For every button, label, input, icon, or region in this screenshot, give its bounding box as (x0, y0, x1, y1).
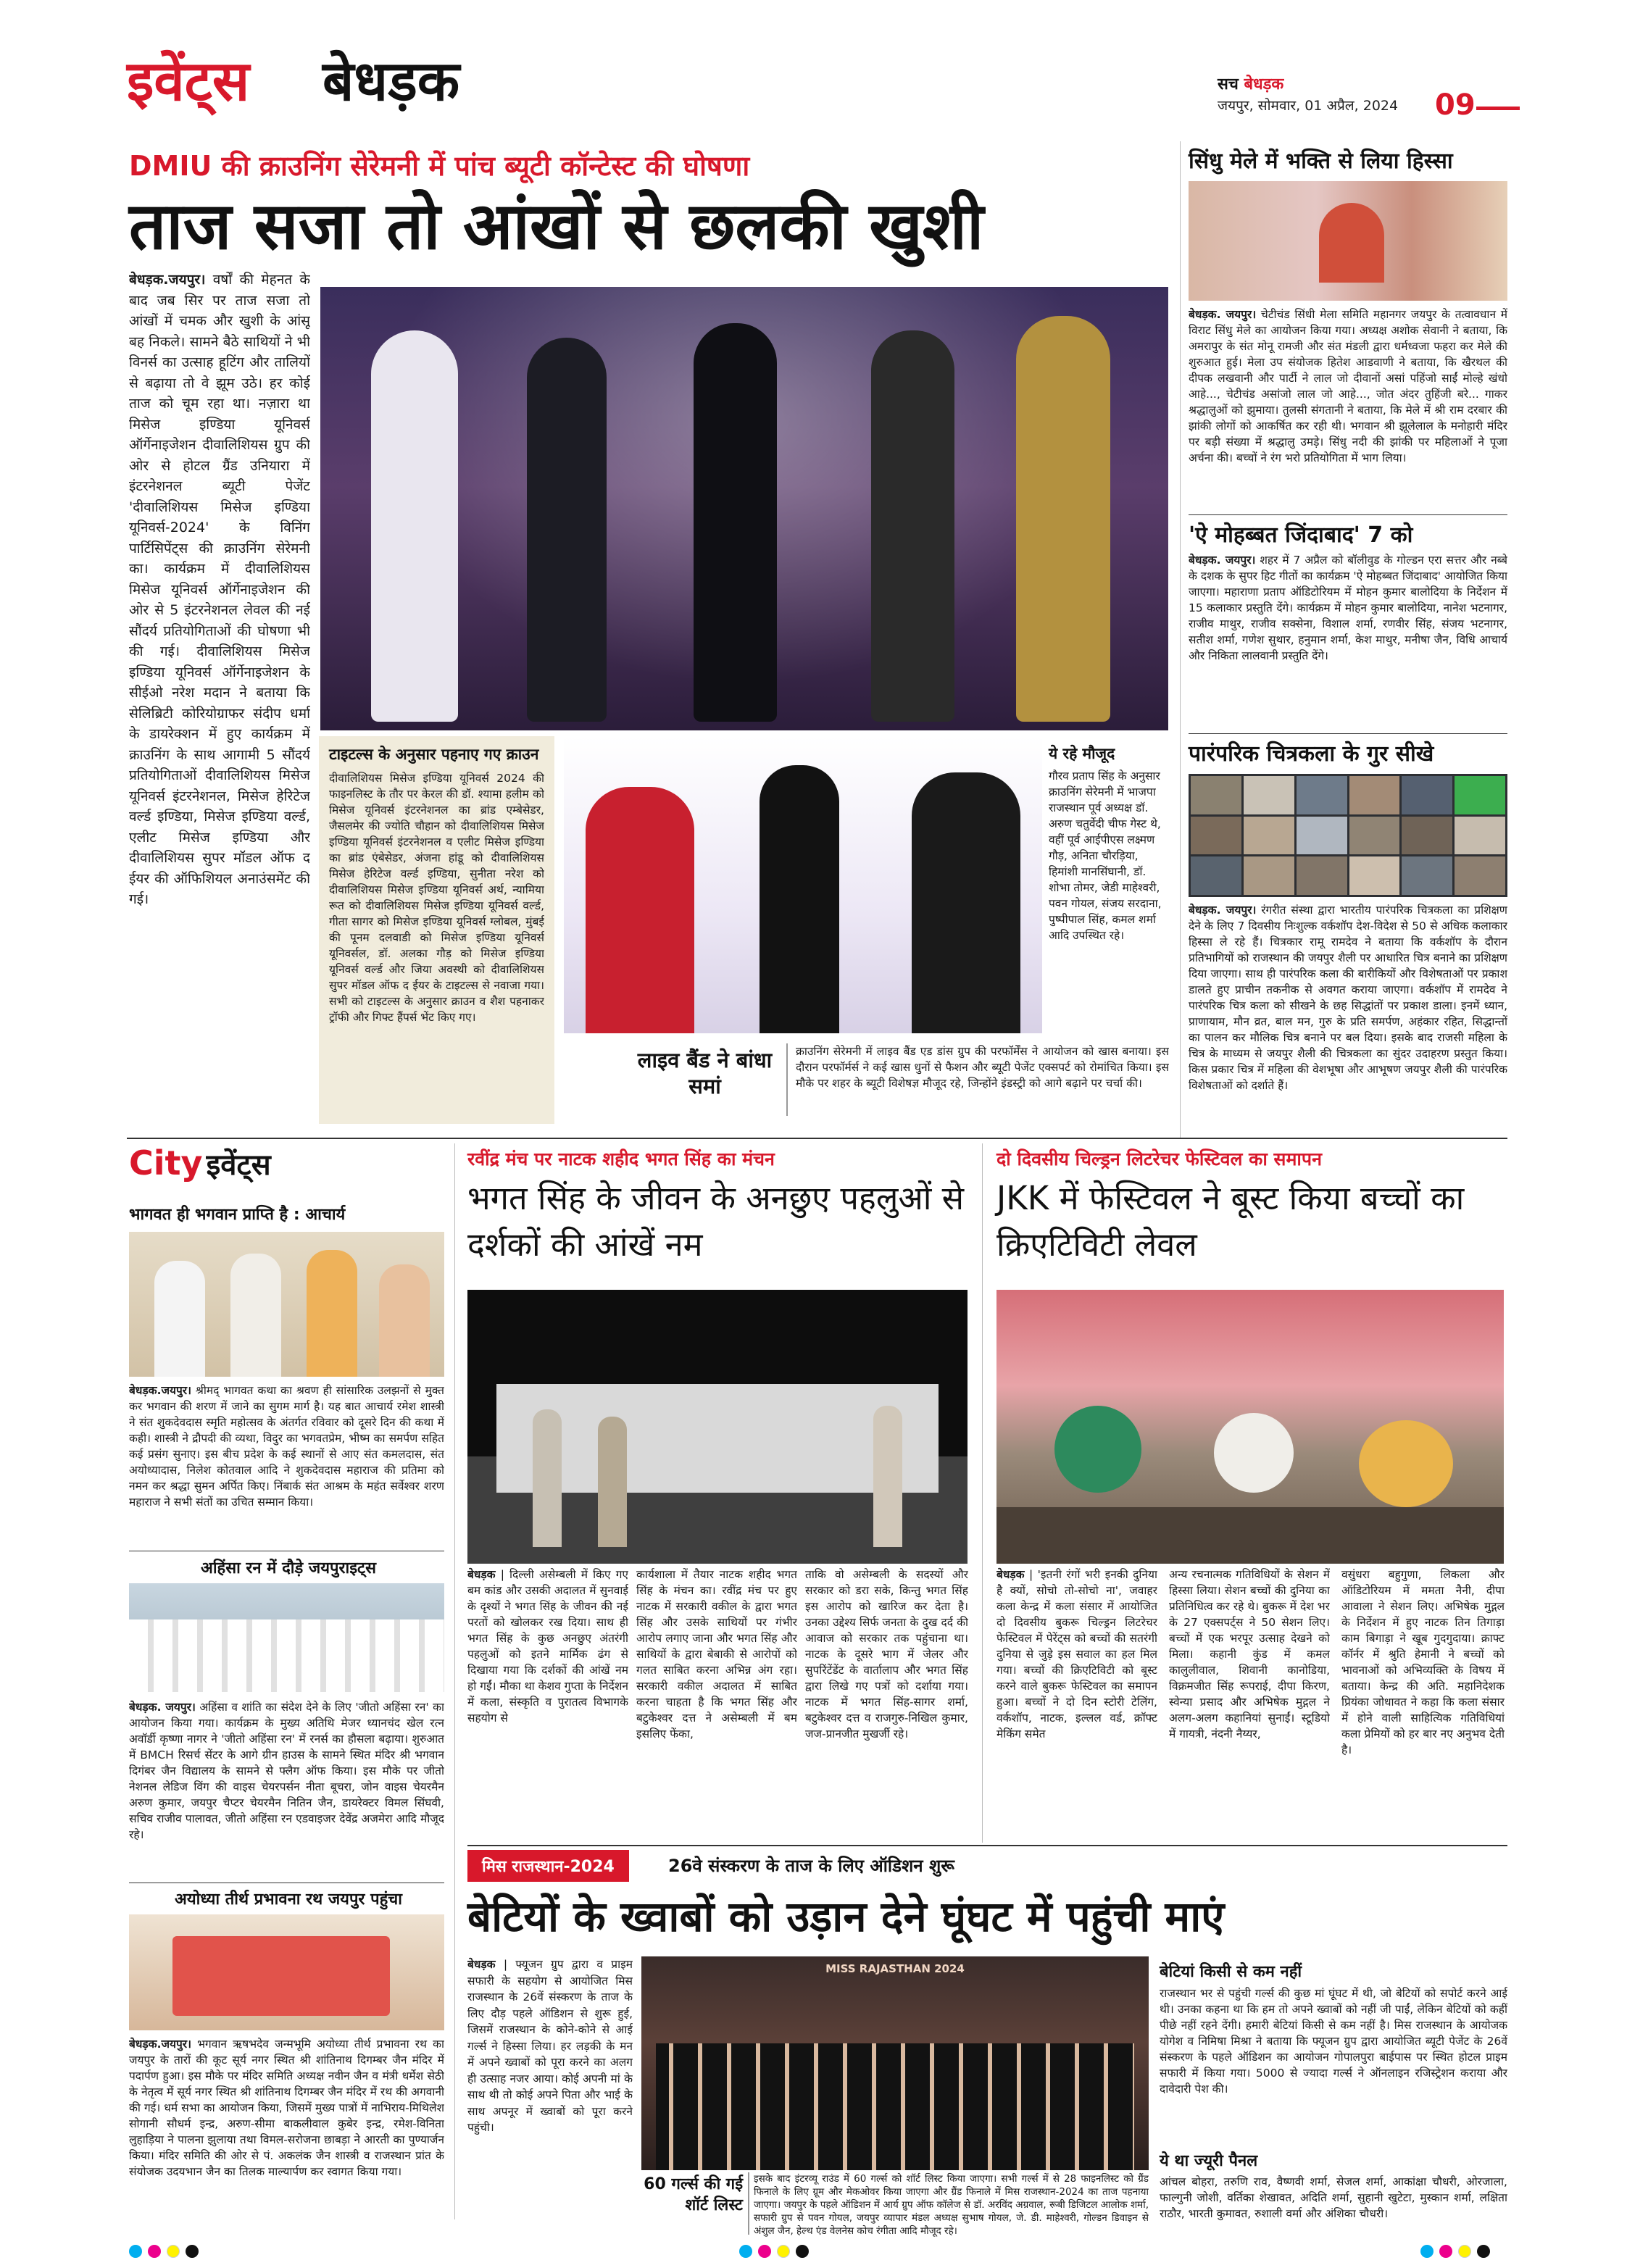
registration-dots-right (1420, 2245, 1490, 2258)
bhagat-headline: भगत सिंह के जीवन के अनछुए पहलुओं से दर्शकों की आंखें नम (467, 1179, 965, 1264)
present-box (1049, 743, 1170, 1041)
miss-side-heading: बेटियां किसी से कम नहीं (1160, 1963, 1302, 1981)
winner-figure (527, 338, 607, 722)
masthead (127, 45, 1504, 125)
titles-box (319, 736, 554, 1124)
city-story2-heading: अहिंसा रन में दौड़े जयपुराइट्स (201, 1559, 376, 1577)
registration-dots-center (739, 2245, 809, 2258)
main-body-text: वर्षों की मेहनत के बाद जब सिर पर ताज सजा तो आंखों में चमक और खुशी के आंसू बह निकले। सामने बैठे साथियों ने भी विनर्स का उत्साह हूटिंग और तालियों से बढ़ाया तो वे झूम उठे। हर कोई ताज को चूम रहा था। नज़ारा था मिसेज इण्डिया यूनिवर्स ऑर्गेनाइजेशन दीवालिशियस ग्रुप की ओर से होटल ग्रैंड उनियारा में इंटरनेशनल ब्यूटी पेजेंट 'दीवालिशियस मिसेज इण्डिया यूनिवर्स-2024' के विनिंग पार्टिसिपेंट्स की क्राउनिंग सेरेमनी का। कार्यक्रम में दीवालिशियस मिसेज यूनिवर्स ऑर्गेनाइजेशन की ओर से 5 इंटरनेशनल लेवल की नई सौंदर्य प्रतियोगिताओं की घोषणा भी की गई। दीवालिशियस मिसेज इण्डिया यूनिवर्स ऑर्गेनाइजेशन के सीईओ नरेश मदान ने बताया कि सेलिब्रिटी कोरियोग्राफर संदीप धर्मा के डायरेक्शन में हुए कार्यक्रम में क्राउनिंग के साथ आगामी 5 सौंदर्य प्रतियोगिताओं दीवालिशियस मिसेज यूनिवर्स इंटरनेशनल, मिसेज हेरिटेज वर्ल्ड इण्डिया, मिसेज इण्डिया वर्ल्ड, एलीट मिसेज इण्डिया और दीवालिशियस सुपर मॉडल ऑफ द ईयर की ऑफिशियल अनाउंसमेंट की गई। (129, 272, 310, 907)
col-divider-city (454, 1143, 455, 2219)
city-story2-byline: बेधड़क. जयपुर। (129, 1701, 196, 1714)
miss-headline: बेटियों के ख्वाबों को उड़ान देने घूंघट में पहुंची माएं (467, 1892, 1225, 1941)
rule (467, 1845, 1507, 1846)
section-divider (127, 1138, 1507, 1139)
reg-dot (167, 2245, 180, 2258)
miss-col1: बेधड़क | फ्यूजन ग्रुप द्वारा व प्राइम सफारी के सहयोग से आयोजित मिस राजस्थान के 26वें संस्करण के ताज के लिए दौड़ पहले ऑडिशन से शुरू हुई, जिसमें राजस्थान के कोने-कोने से आई गर्ल्स ने हिस्सा लिया। हर लड़की के मन में अपने ख्वाबों को पूरा करने का अलग ही उत्साह नजर आया। कोई अपनी मां के साथ थी तो कोई अपने पिता और भाई के साथ अपनूर में ख्वाबों को पूरा करने पहुंची। (467, 1958, 633, 2134)
shortlist-heading: 60 गर्ल्स की गई शॉर्ट लिस्ट (644, 2175, 743, 2214)
winner-figure (371, 330, 458, 722)
sindhu-byline: बेधड़क. जयपुर। (1189, 308, 1257, 321)
shortlist-body: इसके बाद इंटरव्यू राउंड में 60 गर्ल्स को शॉर्ट लिस्ट किया जाएगा। सभी गर्ल्स में से 28 फाइनलिस्ट को ग्रैंड फिनाले के लिए ग्रूम और मेकओवर किया जाएगा और ग्रैंड फिनाले में मिस राजस्थान-2024 का ताज पहनाया जाएगा। जयपुर के पहले ऑडिशन में आर्य ग्रुप ऑफ कॉलेज से डॉ. अरविंद अग्रवाल, रूबी डिजिटल आलोक शर्मा, सफारी ग्रुप से पवन गोयल, जयपुर व्यापार मंडल अध्यक्ष सुभाष गोयल, जे. डी. माहेश्वरी, गोल्डन डिवाइन से अंशुल जैन, हेल्थ एंड वेलनेस कोच रंगीता आदि मौजूद रहे। (754, 2173, 1149, 2237)
bhagat-byline: बेधड़क (467, 1568, 496, 1581)
chitra-byline: बेधड़क. जयपुर। (1189, 904, 1257, 917)
city-story3-byline: बेधड़क.जयपुर। (129, 2038, 191, 2051)
man-black-suit (912, 772, 1020, 1033)
city-story3-text: भगवान ऋषभदेव जन्मभूमि अयोध्या तीर्थ प्रभावना रथ का जयपुर के तारों की कूट सूर्य नगर स्थित श्री शांतिनाथ दिगम्बर जैन मंदिर में पदार्पण हुआ। इस मौके पर मंदिर समिति अध्यक्ष नवीन जैन व मंत्री धर्मेश सेठी के नेतृत्व में सूर्य नगर स्थित श्री शांतिनाथ दिगम्बर जैन मंदिर में रथ की अगवानी की गई। धर्म सभा का आयोजन किया, जिसमें मुख्य पात्रों में नाभिराय-मिथिलेश सोगानी सौधर्म इन्द्र, अरुण-सीमा बाकलीवाल कुबेर इन्द्र, रमेश-विनिता लुहाड़िया ने पालना झुलाया तथा विमल-सरोजना छाबड़ा ने आरती का पुण्यार्जन किया। मंदिर समिति की ओर से पं. अकलंक जैन शास्त्री व राजस्थान प्रांत के संयोजक उदयभान जैन का तिलक माल्यार्पण कर स्वागत किया गया। (129, 2038, 444, 2178)
jkk-col3: वसुंधरा बहुगुणा, लिकला और ऑडिटोरियम में ममता नैनी, दीपा आवाला ने सेशन लिए। अभिषेक मुद्गल के निर्देशन में हुए नाटक तिन तिगाड़ा काम बिगाड़ा ने खूब गुदगुदाया। क्राफ्ट कॉर्नर में श्रुति हेमानी ने बच्चों को भावनाओं को अभिव्यक्ति के विषय में बताया। केन्द्र की अति. महानिदेशक प्रियंका जोधावत ने कहा कि कला संसार में होने वाली साहित्यिक गतिविधियां कला प्रेमियों को हर बार नए अनुभव देती है। (1341, 1568, 1505, 1756)
rule (1189, 733, 1507, 734)
pen-rule (1476, 107, 1520, 110)
reg-dot (1477, 2245, 1490, 2258)
bhagat-photo (467, 1290, 968, 1564)
city-story3-photo (129, 1914, 444, 2030)
sindhu-body (1189, 307, 1507, 513)
city-logo (129, 1143, 448, 1187)
city-story3-heading: अयोध्या तीर्थ प्रभावना रथ जयपुर पहुंचा (175, 1890, 402, 1909)
present-body: गौरव प्रताप सिंह के अनुसार क्राउनिंग सेरेमनी में भाजपा राजस्थान पूर्व अध्यक्ष डॉ. अरुण चतुर्वेदी चीफ गेस्ट थे, वहीं पूर्व आईपीएस लक्ष्मण गौड़, अनिता चौरड़िया, हिमांशी मानसिंघानी, डॉ. शोभा तोमर, जेडी माहेश्वरी, पवन गोयल, संजय सरदाना, पुष्पीपाल सिंह, कमल शर्मा आदि उपस्थित रहे। (1049, 770, 1162, 942)
band-body: क्राउनिंग सेरेमनी में लाइव बैंड एड डांस ग्रुप की परफॉर्मेंस ने आयोजन को खास बनाया। इस दौरान परफॉर्मर्स ने कई खास धुनों से फैशन और ब्यूटी पेजेंट एक्सपर्ट को रोमांचित किया। इस मौके पर शहर के ब्यूटी विशेषज्ञ मौजूद रहे, जिन्होंने इंडस्ट्री को आगे बढ़ाने पर चर्चा की। (796, 1045, 1169, 1090)
winners-photo (320, 287, 1168, 730)
sindhu-heading: सिंधु मेले में भक्ति से लिया हिस्सा (1189, 149, 1453, 174)
main-byline: बेधड़क.जयपुर। (129, 272, 206, 288)
main-kicker: DMIU की क्राउनिंग सेरेमनी में पांच ब्यूटी कॉन्टेस्ट की घोषणा (129, 150, 750, 182)
miss-side-body: राजस्थान भर से पहुंची गर्ल्स की कुछ मां घूंघट में थी, जो बेटियों को सपोर्ट करने आई थी। उनका कहना था कि हम तो अपने ख्वाबों को नहीं जी पाईं, लेकिन बेटियों को कहीं पीछे नहीं रहने देंगी। हमारी बेटियां किसी से कम नहीं है। मिस राजस्थान के आयोजक योगेश व निमिषा मिश्रा ने बताया कि फ्यूजन ग्रुप द्वारा आयोजित ब्यूटी पेजेंट के 26वें संस्करण के पहले ऑडिशन का आयोजन गोपालपुरा बाईपास पर स्थित होटल प्राइम सफारी में किया गया। 5000 से ज्यादा गर्ल्स ने ऑनलाइन रजिस्ट्रेशन कराया और दावेदारी पेश की। (1160, 1987, 1507, 2096)
reg-dot (739, 2245, 752, 2258)
mohabbat-body (1189, 552, 1507, 722)
titles-body: दीवालिशियस मिसेज इण्डिया यूनिवर्स 2024 की फाइनलिस्ट के तौर पर केरल की डॉ. श्यामा हलीम को मिसेज यूनिवर्स इंटरनेशनल का ब्रांड एम्बेसेडर, जैसलमेर की ज्योति चौहान को दीवालिशियस मिसेज इण्डिया यूनिवर्स इंटरनेशनल व एलीट मिसेज इण्डिया का ब्रांड एंबेसेडर, अंजना हांडू को दीवालिशियस मिसेज हेरिटेज वर्ल्ड इण्डिया, सुनीता नरेश को दीवालिशियस मिसेज इण्डिया यूनिवर्स अर्थ, न्यामिया रूत को दीवालिशियस मिसेज इण्डिया यूनिवर्स वर्ल्ड, गीता सागर को मिसेज इण्डिया यूनिवर्स ग्लोबल, मुंबई की पूनम दलवाडी को मिसेज इण्डिया यूनिवर्स यूनिवर्सल, डॉ. अलका गौड़ को मिसेज इण्डिया यूनिवर्स वर्ल्ड और जिया अवस्थी को दीवालिशियस सुपर मॉडल ऑफ द ईयर के टाइटल्स से नवाजा गया। सभी को टाइटल्स के अनुसार क्राउन व शैश पहनाकर ट्रॉफी और गिफ्ट हैंपर्स भेंट किए गए। (329, 772, 544, 1024)
shortlist-divider (748, 2172, 749, 2235)
miss-photo-caption: MISS RAJASTHAN 2024 (825, 1962, 965, 1975)
bhagat-kicker: रवींद्र मंच पर नाटक शहीद भगत सिंह का मंचन (467, 1148, 775, 1170)
winner-figure (1016, 316, 1110, 722)
reg-dot (129, 2245, 142, 2258)
bhagat-col1-text: दिल्ली असेम्बली में किए गए बम कांड और उसकी अदालत में सुनवाई के दृश्यों ने भगत सिंह के जीवन की नई परतों को खोलकर रख दिया। साथ ही भगत सिंह के कुछ अनछुए अंतरंगी पहलुओं को इतने मार्मिक ढंग से दिखाया गया कि दर्शकों की आंखें नम हो गईं। मौका था केशव गुप्ता के निर्देशन में कला, संस्कृति व पुरातत्व विभागके सहयोग से (467, 1568, 628, 1725)
presentation-photo (564, 736, 1042, 1033)
city-story2-text: अहिंसा व शांति का संदेश देने के लिए 'जीतो अहिंसा रन' का आयोजन किया गया। कार्यक्रम के मुख्य अतिथि मेजर ध्यानचंद खेल रत्न अवॉर्डी कृष्णा नागर ने 'जीतो अहिंसा रन' में रनर्स का हौसला बढ़ाया। शुरुआत में BMCH रिसर्च सेंटर के आगे ग्रीन हाउस के सामने स्थित मंदिर श्री भगवान दिगंबर जैन विद्यालय के सामने से फ्लैग ऑफ किया। इस मौके पर जीतो नेशनल लेडिज विंग की वाइस चेयरपर्सन नीता बूचरा, जोन वाइस चेयरमैन अरुण कुमार, जयपुर चैप्टर चेयरमैन नितिन जैन, डायरेक्टर विमल सिंघवी, सचिव राजीव पालावत, जीतो अहिंसा रन एडवाइजर देवेंद्र अजमेरा आदि मौजूद रहे। (129, 1701, 444, 1841)
chitra-body (1189, 902, 1507, 1134)
jkk-col1-text: 'इतनी रंगों भरी इनकी दुनिया है क्यों, सोचो तो-सोचो ना', जवाहर कला केन्द्र में कला संसार में आयोजित दो दिवसीय बुकरू चिल्ड्रन लिटरेचर फेस्टिवल में पेरेंट्स को बच्चों की सतरंगी दुनिया से जुड़े इस सवाल का हल मिल गया। बच्चों की क्रिएटिविटी को बूस्ट करने वाले बुकरू फेस्टिवल का समापन हुआ। बच्चों ने दो दिन स्टोरी टेलिंग, वर्कशॉप, नाटक, इल्लल वर्ड, क्रॉफ्ट मेकिंग समेत (996, 1568, 1157, 1740)
band-divider (786, 1043, 788, 1116)
miss-byline: बेधड़क (467, 1958, 496, 1971)
present-heading: ये रहे मौजूद (1049, 745, 1115, 762)
reg-dot (1420, 2245, 1433, 2258)
jury-heading: ये था ज्यूरी पैनल (1160, 2152, 1258, 2170)
jkk-byline: बेधड़क (996, 1568, 1025, 1581)
bhagat-col1: बेधड़क | दिल्ली असेम्बली में किए गए बम कांड और उसकी अदालत में सुनवाई के दृश्यों ने भगत सिंह के जीवन की नई परतों को खोलकर रख दिया। साथ ही भगत सिंह के कुछ अनछुए अंतरंगी पहलुओं को इतने मार्मिक ढंग से दिखाया गया कि दर्शकों की आंखें नम हो गईं। मौका था केशव गुप्ता के निर्देशन में कला, संस्कृति व पुरातत्व विभागके सहयोग से (467, 1568, 628, 1725)
reg-dot (148, 2245, 161, 2258)
mohabbat-heading: 'ऐ मोहब्बत जिंदाबाद' 7 को (1189, 522, 1413, 548)
city-story1-heading: भागवत ही भगवान प्राप्ति है : आचार्य (129, 1206, 346, 1224)
miss-group-photo (641, 1956, 1149, 2170)
winner-figure (694, 323, 777, 722)
col-divider-mid (982, 1143, 983, 1843)
page-number: 09 (1435, 88, 1476, 122)
jkk-col1: बेधड़क | 'इतनी रंगों भरी इनकी दुनिया है क्यों, सोचो तो-सोचो ना', जवाहर कला केन्द्र में कला संसार में आयोजित दो दिवसीय बुकरू चिल्ड्रन लिटरेचर फेस्टिवल में पेरेंट्स को बच्चों की सतरंगी दुनिया से जुड़े इस सवाल का हल मिल गया। बच्चों की क्रिएटिविटी को बूस्ट करने वाले बुकरू फेस्टिवल का समापन हुआ। बच्चों ने दो दिन स्टोरी टेलिंग, वर्कशॉप, नाटक, इल्लल वर्ड, क्रॉफ्ट मेकिंग समेत (996, 1568, 1157, 1740)
reg-dot (1439, 2245, 1452, 2258)
sindhu-photo (1189, 181, 1507, 301)
brand-small (1218, 72, 1283, 94)
video-call-grid-photo (1189, 774, 1507, 897)
winner-figure (871, 330, 954, 722)
city-logo-b: इवेंट्स (206, 1148, 271, 1182)
bhagat-col2: कार्यशाला में तैयार नाटक शहीद भगत सिंह के मंचन का। रवींद्र मंच पर हुए नाटक में सरकारी वकील के द्वारा भगत सिंह और उसके साथियों पर गंभीर आरोप लगाए जाना और भगत सिंह और साथियों के द्वारा बेबाकी से आरोपों को गलत साबित करना अभिन्न अंग रहा। सरकारी वकील अदालत में साबित करना चाहता है कि भगत सिंह और बटुकेश्वर दत्त ने असेम्बली में बम इसलिए फेंका, (636, 1568, 797, 1740)
mohabbat-byline: बेधड़क. जयपुर। (1189, 554, 1256, 567)
miss-tag (467, 1850, 629, 1882)
sindhu-text: चेटीचंड सिंधी मेला समिति महानगर जयपुर के तत्वावधान में विराट सिंधु मेले का आयोजन किया गया। अध्यक्ष अशोक सेवानी ने बताया, कि अमरापुर के संत मोनू रामजी और संत मंडली द्वारा धर्मध्वजा फहरा कर मेले की शुरुआत हुई। मेला उप संयोजक हितेश आडवाणी ने बताया, कि खैरथल की दीपक लखवानी और पार्टी ने लाल जो दीवानों असां पहिंजो साईं मोल्हे खंधो आहे..., चेटीचंड असांजो लाल जो आहे..., जोत अंदर तुहिंजी बरे... गाकर श्रद्धालुओं को झुमाया। तुलसी संगतानी ने बताया, कि मेले में श्री राम दरबार की झांकी लोगों को आकर्षित कर रही थी। भगवान श्री झूलेलाल के मनोहारी मंदिर पर बड़ी संख्या में श्रद्धालु उमड़े। सिंधु नदी की झांकी पर महिलाओं ने पूजा अर्चना की। बच्चों ने रंग भरो प्रतियोगिता में भाग लिया। (1189, 308, 1507, 464)
bhagat-col3: ताकि वो असेम्बली के सदस्यों और सरकार को डरा सके, किन्तु भगत सिंह इस आरोप को खारिज कर देता है। उनका उद्देश्य सिर्फ जनता के दुख दर्द की आवाज को सरकार तक पहुंचाना था। नाटक के दूसरे भाग में जेलर और सुपरिंटेंडेंट के वार्तालाप और भगत सिंह द्वारा लिखे गए पत्रों को दर्शाया गया। नाटक में भगत सिंह-सागर शर्मा, बटुकेश्वर दत्त व राजगुरु-निखिल कुमार, जज-प्रानजीत मुखर्जी रहे। (805, 1568, 968, 1740)
reg-dot (1458, 2245, 1471, 2258)
jkk-col2: अन्य रचनात्मक गतिविधियों के सेशन में हिस्सा लिया। सेशन बच्चों की दुनिया का प्रतिनिधित्व कर रहे थे। बुकरू में देश भर के 27 एक्सपर्ट्स ने 50 सेशन लिए। बच्चों में एक भरपूर उत्साह देखने को मिला। कहानी कुंड में कमल कालुलीवाल, शिवानी कानोडिया, विक्रमजीत सिंह रूपराई, दीपा किरण, स्वेन्या प्रसाद और अभिषेक मुद्गल ने अलग-अलग कहानियां सुनाईं। स्टूडियो में गायत्री, नंदनी नैय्यर, (1169, 1568, 1330, 1740)
col-divider-right (1180, 141, 1181, 1138)
band-heading: लाइव बैंड ने बांधा समां (637, 1048, 773, 1098)
registration-dots-left (129, 2245, 199, 2258)
miss-tag-text: मिस राजस्थान-2024 (482, 1858, 615, 1876)
reg-dot (758, 2245, 771, 2258)
jury-body: आंचल बोहरा, तरुणि राव, वैष्णवी शर्मा, सेजल शर्मा, आकांक्षा चौधरी, ओरजाला, फाल्गुनी जोशी, वर्तिका शेखावत, अदिति शर्मा, सुहानी खुटेटा, मुस्कान शर्मा, लक्षिता राठौर, भारती कुमावत, रुशाली वर्मा और अंशिका चौधरी। (1160, 2175, 1507, 2220)
titles-heading: टाइटल्स के अनुसार पहनाए गए क्राउन (329, 746, 539, 763)
city-story2-body (129, 1699, 444, 1884)
city-logo-a: City (129, 1143, 203, 1183)
rule (1189, 514, 1507, 515)
jkk-photo (996, 1290, 1504, 1564)
jkk-headline: JKK में फेस्टिवल ने बूस्ट किया बच्चों का क्रिएटिविटी लेवल (996, 1179, 1465, 1264)
section-title-bedhadak: बेधड़क (323, 49, 460, 113)
brand-small-a: सच (1218, 75, 1239, 93)
dateline: जयपुर, सोमवार, 01 अप्रैल, 2024 (1218, 98, 1399, 114)
reg-dot (186, 2245, 199, 2258)
miss-tag2: 26वे संस्करण के ताज के लिए ऑडिशन शुरू (668, 1856, 954, 1876)
city-story1-photo (129, 1232, 444, 1377)
reg-dot (796, 2245, 809, 2258)
city-story1-text: श्रीमद् भागवत कथा का श्रवण ही सांसारिक उलझनों से मुक्त कर भगवान की शरण में जाने का सुगम मार्ग है। यह बात आचार्य रमेश शास्त्री ने संत शुकदेवदास स्मृति महोत्सव के अंतर्गत रविवार को दूसरे दिन की कथा में कही। शास्त्री ने द्रौपदी की व्यथा, विदुर का भगवतप्रेम, भीष्म का समर्पण सहित कई प्रसंग सुनाए। इस बीच प्रदेश के कई स्थानों से आए संत कमलदास, संत अयोध्यादास, निलेश कोतवाल आदि ने शुकदेवदास महाराज की प्रतिमा को नमन कर श्रद्धा सुमन अर्पित किए। निंबार्क संत आश्रम के महंत सर्वेश्वर शरण महाराज ने सभी संतों का उचित सम्मान किया। (129, 1384, 444, 1509)
city-story2-photo (129, 1583, 444, 1692)
jkk-kicker: दो दिवसीय चिल्ड्रन लिटरेचर फेस्टिवल का समापन (996, 1148, 1322, 1170)
miss-col1-text: फ्यूजन ग्रुप द्वारा व प्राइम सफारी के सहयोग से आयोजित मिस राजस्थान के 26वें संस्करण के ताज के लिए दौड़ पहले ऑडिशन से शुरू हुई, जिसमें राजस्थान के कोने-कोने से आई गर्ल्स ने हिस्सा लिया। हर लड़की के मन में अपने ख्वाबों को पूरा करने का अलग ही उत्साह नजर आया। कोई अपनी मां के साथ थी तो कोई अपने पिता और भाई के साथ अपनूर में ख्वाबों को पूरा करने पहुंची। (467, 1958, 633, 2134)
brand-small-b: बेधड़क (1244, 75, 1284, 93)
reg-dot (777, 2245, 790, 2258)
city-story1-body (129, 1383, 444, 1542)
mohabbat-text: शहर में 7 अप्रैल को बॉलीवुड के गोल्डन एरा सत्तर और नब्बे के दशक के सुपर हिट गीतों का कार्यक्रम 'ऐ मोहब्बत जिंदाबाद' आयोजित किया जाएगा। महाराणा प्रताप ऑडिटोरियम में मोहन कुमार बालोदिया के निर्देशन में 15 कलाकार प्रस्तुति देंगे। कार्यक्रम में मोहन कुमार बालोदिया, नानेश भटनागर, राजीव माथुर, राजीव सक्सेना, विशाल शर्मा, रणवीर सिंह, संजय भटनागर, सतीश शर्मा, गणेश सुथार, हनुमान शर्मा, केश माथुर, मनीषा जैन, विधि आचार्य और निकिता लालवानी प्रस्तुति देंगे। (1189, 554, 1507, 662)
chitra-heading: पारंपरिक चित्रकला के गुर सीखे (1189, 741, 1434, 767)
main-body (129, 270, 310, 1125)
woman-black-dress (760, 765, 839, 1033)
chitra-text: रंगरीत संस्था द्वारा भारतीय पारंपरिक चित्रकला का प्रशिक्षण देने के लिए 7 दिवसीय निःशुल्क वर्कशॉप देश-विदेश से 50 से अधिक कलाकार हिस्सा ले रहे हैं। चित्रकार रामू रामदेव ने बताया कि वर्कशॉप के दौरान प्रतिभागियों को राजस्थान की जयपुर शैली पर आधारित चित्र बनाने का प्रशिक्षण दिया जाएगा। साथ ही पारंपरिक कला की बारीकियों और विशेषताओं पर प्रकाश डालते हुए प्राचीन तकनीक से अवगत कराया जाएगा। वर्कशॉप में रामदेव ने पारंपरिक चित्र कला को सीखने के छह सिद्धांतों पर प्रकाश डाला। इनमें ध्यान, प्राणायाम, मौन व्रत, बाल मन, गुरु के प्रति समर्पण, अहंकार रहित, सिद्धान्तों का पालन कर मौलिक चित्र बनाने पर बल दिया। इसके बाद राजसी महिला के चित्र के माध्यम से जयपुर शैली की चित्रकला का सुंदर उदाहरण प्रस्तुत किया। किस प्रकार चित्र में महिला की वेशभूषा और आभूषण जयपुर शैली की पारंपरिक विशेषताओं को दर्शाते हैं। (1189, 904, 1507, 1092)
section-title-events: इवेंट्स (127, 49, 250, 113)
city-story3-body (129, 2036, 444, 2214)
main-headline: ताज सजा तो आंखों से छलकी खुशी (129, 188, 984, 264)
man-red-shirt (586, 787, 694, 1033)
city-story1-byline: बेधड़क.जयपुर। (129, 1384, 191, 1397)
